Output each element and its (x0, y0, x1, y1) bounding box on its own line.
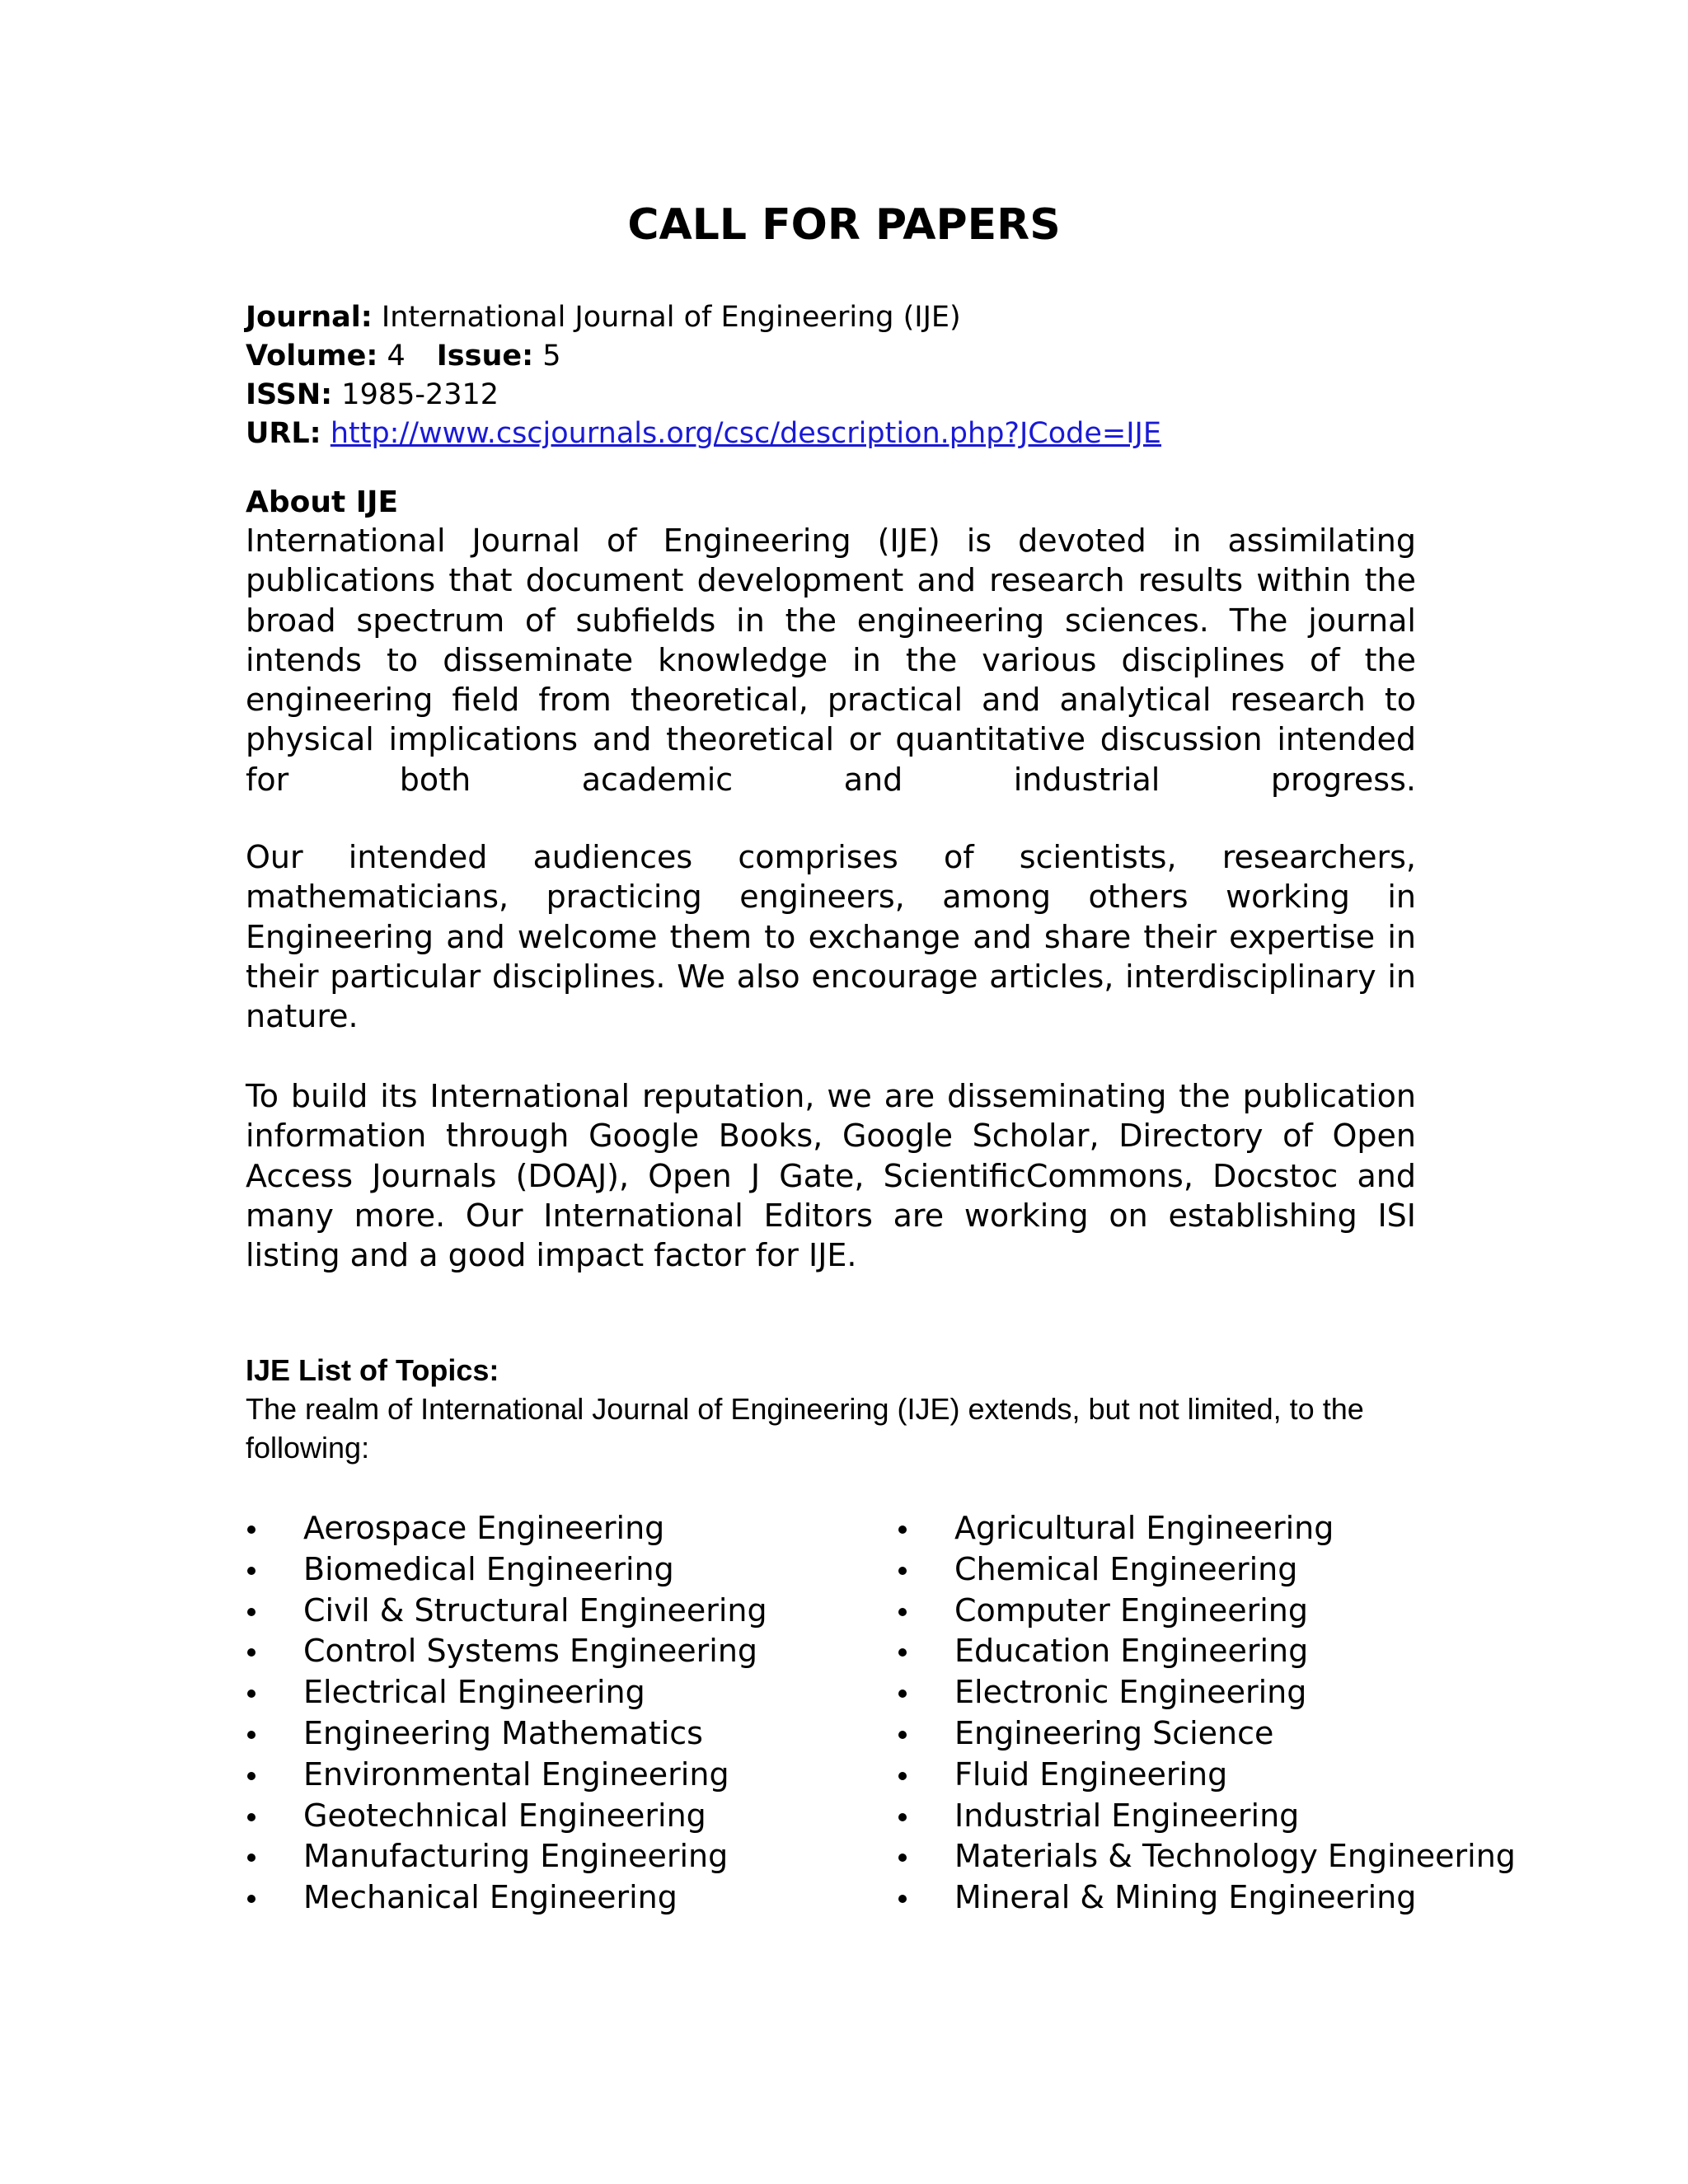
issn-value: 1985-2312 (341, 378, 499, 411)
topics-intro: The realm of International Journal of Engineering (IJE) extends, but not limited, to the following: (246, 1392, 1364, 1465)
journal-label: Journal: (246, 301, 373, 334)
topic-label: Chemical Engineering (954, 1550, 1298, 1587)
topic-list-item (246, 1796, 767, 1837)
topic-label: Manufacturing Engineering (303, 1838, 729, 1875)
topic-list-item (246, 1631, 767, 1672)
bullet-icon (246, 1508, 264, 1549)
issue-label: Issue: (436, 340, 534, 373)
topic-label: Engineering Mathematics (303, 1714, 703, 1751)
topic-label: Mechanical Engineering (303, 1879, 678, 1916)
topic-label: Geotechnical Engineering (303, 1797, 706, 1834)
topic-label: Agricultural Engineering (954, 1510, 1334, 1546)
issn-label: ISSN: (246, 378, 333, 411)
issn-line (246, 376, 1161, 415)
bullet-icon (897, 1508, 915, 1549)
topic-list-right (897, 1508, 1516, 1919)
topic-list-item (897, 1713, 1516, 1755)
bullet-icon (246, 1713, 264, 1755)
url-line (246, 415, 1161, 453)
topic-label: Materials & Technology Engineering (954, 1838, 1516, 1875)
topic-list-item (246, 1549, 767, 1591)
bullet-icon (246, 1672, 264, 1713)
bullet-icon (897, 1549, 915, 1591)
topic-list-item (246, 1755, 767, 1796)
topic-list-item (246, 1713, 767, 1755)
topic-label: Biomedical Engineering (303, 1550, 674, 1587)
topic-list-item (897, 1508, 1516, 1549)
bullet-icon (897, 1796, 915, 1837)
bullet-icon (246, 1631, 264, 1672)
topic-label: Industrial Engineering (954, 1797, 1300, 1834)
journal-metadata (246, 298, 1161, 453)
topic-label: Electronic Engineering (954, 1674, 1307, 1711)
topics-heading: IJE List of Topics: (246, 1353, 499, 1387)
about-paragraph-2: Our intended audiences comprises of scientists, researchers, mathematicians, practicing engineers, among others working in Engineering and welcome them to exchange and share their expertise in their particular disciplines. We also encourage articles, interdisciplinary in nature. (246, 839, 1416, 1035)
bullet-icon (246, 1755, 264, 1796)
topic-label: Mineral & Mining Engineering (954, 1879, 1417, 1916)
page-title: CALL FOR PAPERS (627, 200, 1061, 250)
bullet-icon (897, 1631, 915, 1672)
topic-list-item (897, 1591, 1516, 1632)
journal-line (246, 298, 1161, 337)
topic-list-item (246, 1672, 767, 1713)
bullet-icon (897, 1877, 915, 1919)
bullet-icon (897, 1672, 915, 1713)
topic-list-item (897, 1631, 1516, 1672)
topic-list-item (897, 1755, 1516, 1796)
topic-list-item (246, 1836, 767, 1877)
topic-label: Computer Engineering (954, 1591, 1308, 1629)
topic-list-item (897, 1549, 1516, 1591)
topic-list-item (897, 1796, 1516, 1837)
volume-issue-line (246, 337, 1161, 376)
bullet-icon (897, 1755, 915, 1796)
journal-value: International Journal of Engineering (IJE) (381, 301, 961, 334)
topic-list-item (246, 1508, 767, 1549)
bullet-icon (246, 1877, 264, 1919)
topic-label: Control Systems Engineering (303, 1633, 758, 1670)
topic-list-left (246, 1508, 767, 1919)
volume-value: 4 (387, 340, 406, 373)
topic-label: Electrical Engineering (303, 1674, 645, 1711)
topic-label: Civil & Structural Engineering (303, 1591, 767, 1629)
issue-value: 5 (542, 340, 561, 373)
volume-label: Volume: (246, 340, 378, 373)
bullet-icon (897, 1836, 915, 1877)
bullet-icon (246, 1591, 264, 1632)
about-paragraph-1: International Journal of Engineering (IJE) is devoted in assimilating publications that document development and research results within the broad spectrum of subfields in the engineering sciences. The journal intends to disseminate knowledge in the various disciplines of the engineering field from theoretical, practical and analytical research to physical implications and theoretical or quantitative discussion intended for both academic and industrial progress. (246, 523, 1416, 798)
topic-list-item (246, 1591, 767, 1632)
bullet-icon (246, 1836, 264, 1877)
bullet-icon (246, 1549, 264, 1591)
about-paragraph-3: To build its International reputation, we are disseminating the publication information through Google Books, Google Scholar, Directory of Open Access Journals (DOAJ), Open J Gate, ScientificCommons, Docstoc and many more. Our International Editors are working on establishing ISI listing and a good impact factor for IJE. (246, 1078, 1416, 1274)
bullet-icon (897, 1713, 915, 1755)
about-heading: About IJE (246, 485, 399, 519)
topic-list-item (897, 1877, 1516, 1919)
url-label: URL: (246, 417, 321, 450)
bullet-icon (246, 1796, 264, 1837)
topic-list-item (897, 1836, 1516, 1877)
topic-label: Education Engineering (954, 1633, 1309, 1670)
topic-label: Fluid Engineering (954, 1755, 1228, 1793)
topic-label: Engineering Science (954, 1714, 1274, 1751)
topic-label: Aerospace Engineering (303, 1510, 665, 1546)
bullet-icon (897, 1591, 915, 1632)
topic-list-item (246, 1877, 767, 1919)
topic-label: Environmental Engineering (303, 1755, 729, 1793)
journal-url-link[interactable]: http://www.cscjournals.org/csc/description.php?JCode=IJE (330, 417, 1161, 450)
topic-list-item (897, 1672, 1516, 1713)
